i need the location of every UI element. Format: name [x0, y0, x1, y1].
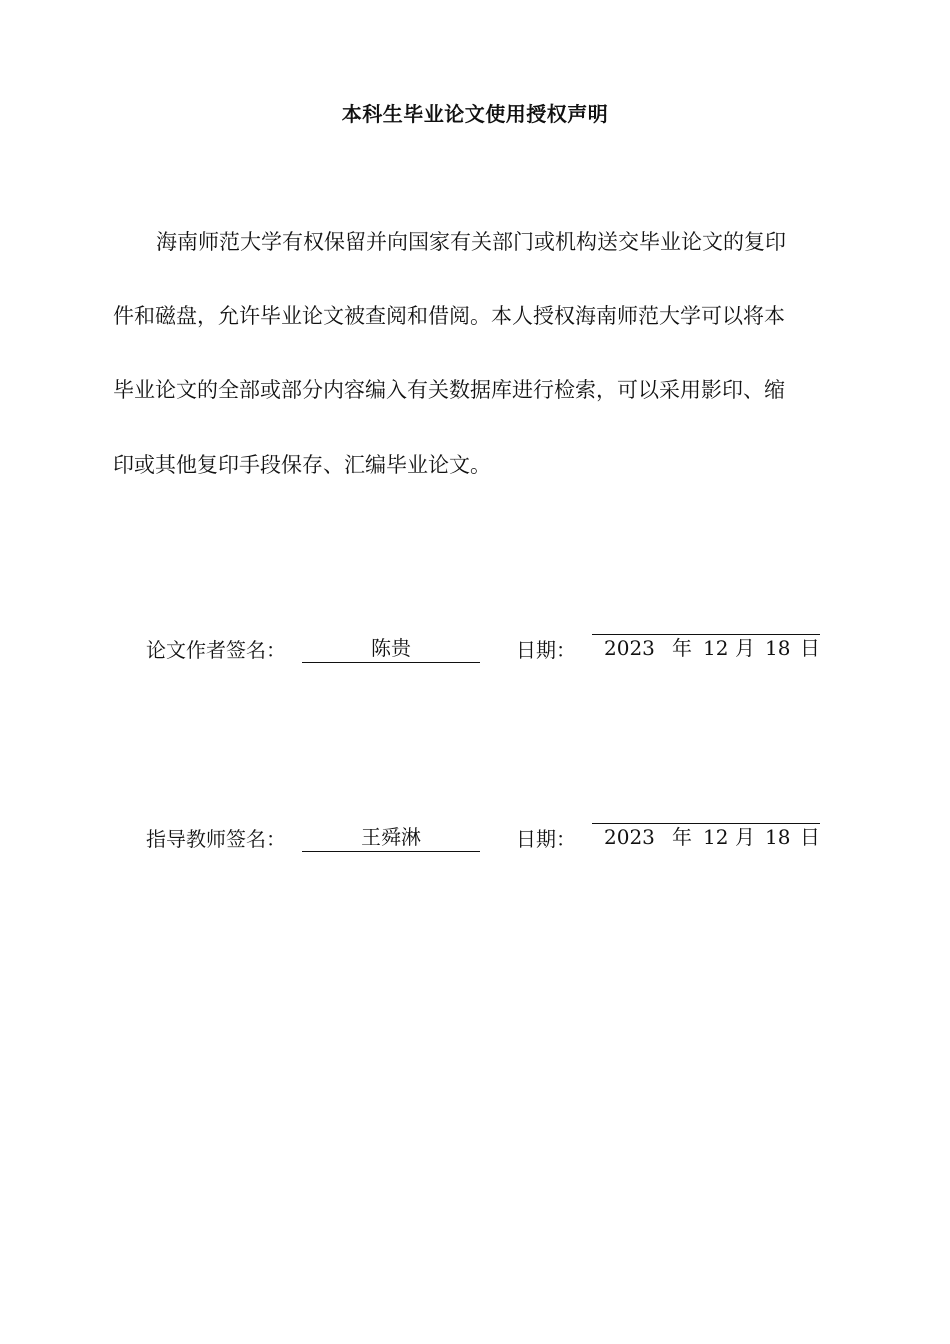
advisor-signature-label: 指导教师签名：	[146, 827, 286, 851]
advisor-signature-field[interactable]: 王舜淋	[302, 823, 480, 852]
advisor-date-month: 12	[703, 825, 729, 849]
body-line-1: 海南师范大学有权保留并向国家有关部门或机构送交毕业论文的复印	[156, 230, 786, 254]
advisor-date-label: 日期：	[516, 827, 576, 851]
body-line-4: 印或其他复印手段保存、汇编毕业论文。	[113, 453, 491, 477]
advisor-date-year-unit: 年	[672, 825, 692, 849]
advisor-date-month-unit: 月	[735, 825, 755, 849]
author-signature-label: 论文作者签名：	[146, 638, 286, 662]
advisor-date-field[interactable]	[592, 823, 820, 849]
author-date-label: 日期：	[516, 638, 576, 662]
author-date-year-unit: 年	[672, 636, 692, 660]
advisor-date-day-unit: 日	[800, 825, 820, 849]
advisor-date-day: 18	[765, 825, 791, 849]
author-signature-field[interactable]: 陈贵	[302, 634, 480, 663]
author-date-month-unit: 月	[735, 636, 755, 660]
author-date-field[interactable]	[592, 634, 820, 660]
author-date-year: 2023	[604, 636, 655, 660]
body-line-2: 件和磁盘，允许毕业论文被查阅和借阅。本人授权海南师范大学可以将本	[113, 304, 785, 328]
author-date-day: 18	[765, 636, 791, 660]
body-line-3: 毕业论文的全部或部分内容编入有关数据库进行检索，可以采用影印、缩	[113, 378, 785, 402]
advisor-date-year: 2023	[604, 825, 655, 849]
author-date-day-unit: 日	[800, 636, 820, 660]
author-date-month: 12	[703, 636, 729, 660]
document-title: 本科生毕业论文使用授权声明	[341, 102, 609, 126]
